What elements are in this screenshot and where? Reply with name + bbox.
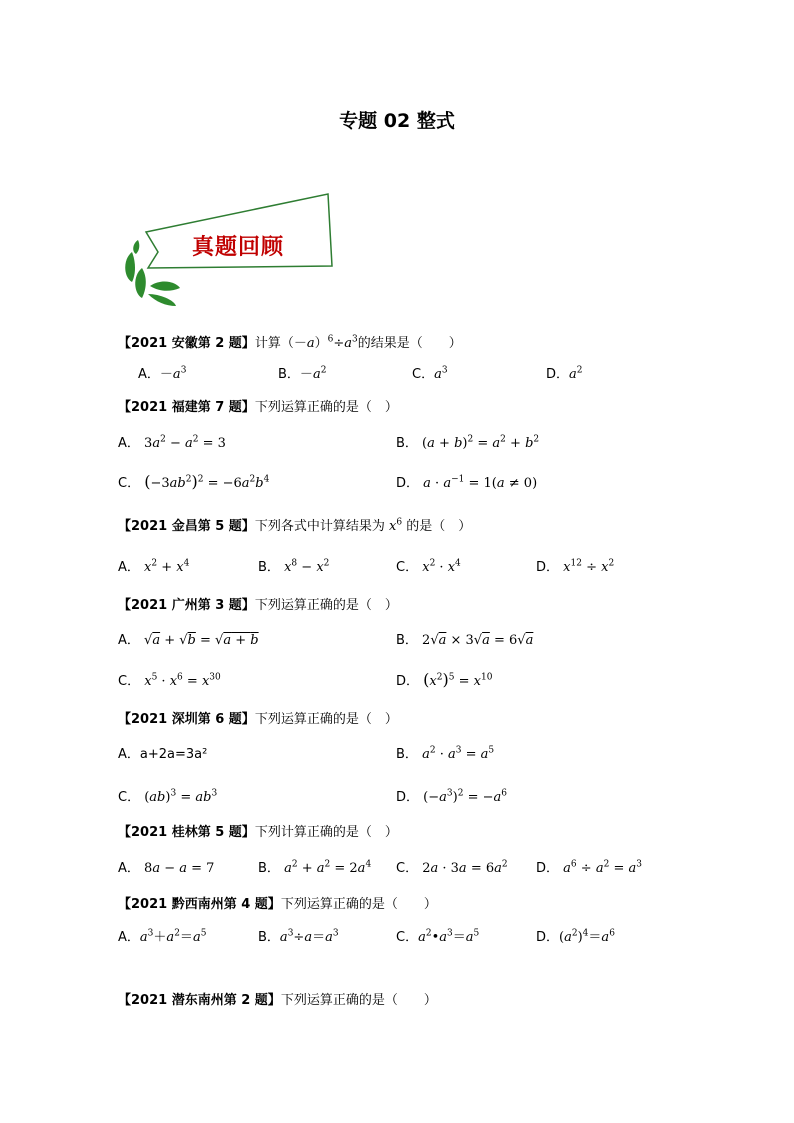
leaf-icon (148, 294, 176, 306)
question-text: 下列运算正确的是（ ） (254, 400, 398, 415)
option-b: B． $a^2 \cdot a^3 = a^5$ (396, 745, 495, 762)
option-a: A．$a^3+a^2=a^5$ (118, 928, 207, 945)
question-header: 【2021 福建第 7 题】 (118, 400, 255, 415)
option-a: A． $x^2 + x^4$ (118, 558, 190, 575)
option-d: D． $(-a^3)^2 = -a^6$ (396, 788, 507, 805)
option-b: B．$a^3\div a=a^3$ (258, 928, 339, 945)
question-header: 【2021 金昌第 5 题】 (118, 519, 255, 534)
option-b: B． $x^8 - x^2$ (258, 558, 330, 575)
leaf-icon (135, 268, 146, 298)
option-d: D．$(a^2)^4=a^6$ (536, 928, 615, 945)
banner-title: 真题回顾 (192, 234, 285, 260)
question-header: 【2021 潜东南州第 2 题】 (118, 993, 281, 1008)
leaf-icon (150, 282, 180, 291)
question-3: 【2021 金昌第 5 题】下列各式中计算结果为 $x^6$ 的是（ ） (118, 517, 472, 534)
option-c: C． $(ab)^3 = ab^3$ (118, 788, 218, 805)
question-6 (118, 821, 398, 840)
option-a: A． 8a − a = 7 (118, 861, 215, 876)
option-c: C．$a^3$ (412, 365, 448, 382)
question-header: 【2021 深圳第 6 题】 (118, 712, 255, 727)
question-8 (118, 989, 437, 1008)
option-d: D． $(x^2)^5 = x^{10}$ (396, 670, 493, 689)
option-c: C． $x^5 \cdot x^6 = x^{30}$ (118, 672, 221, 689)
option-c: C． $2a \cdot 3a = 6a^2$ (396, 859, 508, 876)
option-c: C． $x^2 \cdot x^4$ (396, 558, 461, 575)
question-header: 【2021 桂林第 5 题】 (118, 825, 255, 840)
option-c: C．$a^2•a^3=a^5$ (396, 928, 480, 945)
question-5 (118, 708, 398, 727)
question-text: 下列各式中计算结果为 (254, 519, 385, 534)
option-a: A．$-a^3$ (138, 365, 187, 382)
option-d: D． $a \cdot a^{-1} = 1(a \ne 0)$ (396, 474, 538, 491)
question-1: 【2021 安徽第 2 题】计算$(-a)^6\div a^3$的结果是（ ） (118, 334, 462, 351)
question-text: 下列运算正确的是（ ） (280, 897, 437, 912)
page-title: 专题 02 整式 (339, 110, 455, 132)
question-text: 下列运算正确的是（ ） (254, 598, 398, 613)
question-text: 下列运算正确的是（ ） (280, 993, 437, 1008)
option-c: C． $(-3ab^2)^2 = -6a^2b^4$ (118, 472, 270, 491)
leaf-icon (125, 252, 135, 282)
option-a: A． √a + √b = √a + b (118, 633, 259, 648)
question-text: 的结果是（ ） (357, 336, 462, 351)
option-b: B． 2√a × 3√a = 6√a (396, 633, 534, 648)
question-header: 【2021 安徽第 2 题】 (118, 336, 255, 351)
question-2 (118, 396, 398, 415)
question-header: 【2021 黔西南州第 4 题】 (118, 897, 281, 912)
option-b: B．$-a^2$ (278, 365, 327, 382)
option-b: B． $a^2 + a^2 = 2a^4$ (258, 859, 372, 876)
option-a: A．a+2a=3a² (118, 747, 208, 762)
question-header: 【2021 广州第 3 题】 (118, 598, 255, 613)
option-d: D． $a^6 \div a^2 = a^3$ (536, 859, 642, 876)
option-a: A． $3a^2 - a^2 = 3$ (118, 434, 226, 451)
leaf-icon (133, 240, 139, 254)
option-b: B． $(a + b)^2 = a^2 + b^2$ (396, 434, 540, 451)
question-text: 下列运算正确的是（ ） (254, 712, 398, 727)
option-d: D．$a^2$ (546, 365, 583, 382)
question-text: 的是（ ） (406, 519, 472, 534)
question-4 (118, 594, 398, 613)
question-7 (118, 893, 437, 912)
question-text: 下列计算正确的是（ ） (254, 825, 398, 840)
question-text: 计算（－ (254, 336, 307, 351)
option-d: D． $x^{12} \div x^2$ (536, 558, 615, 575)
